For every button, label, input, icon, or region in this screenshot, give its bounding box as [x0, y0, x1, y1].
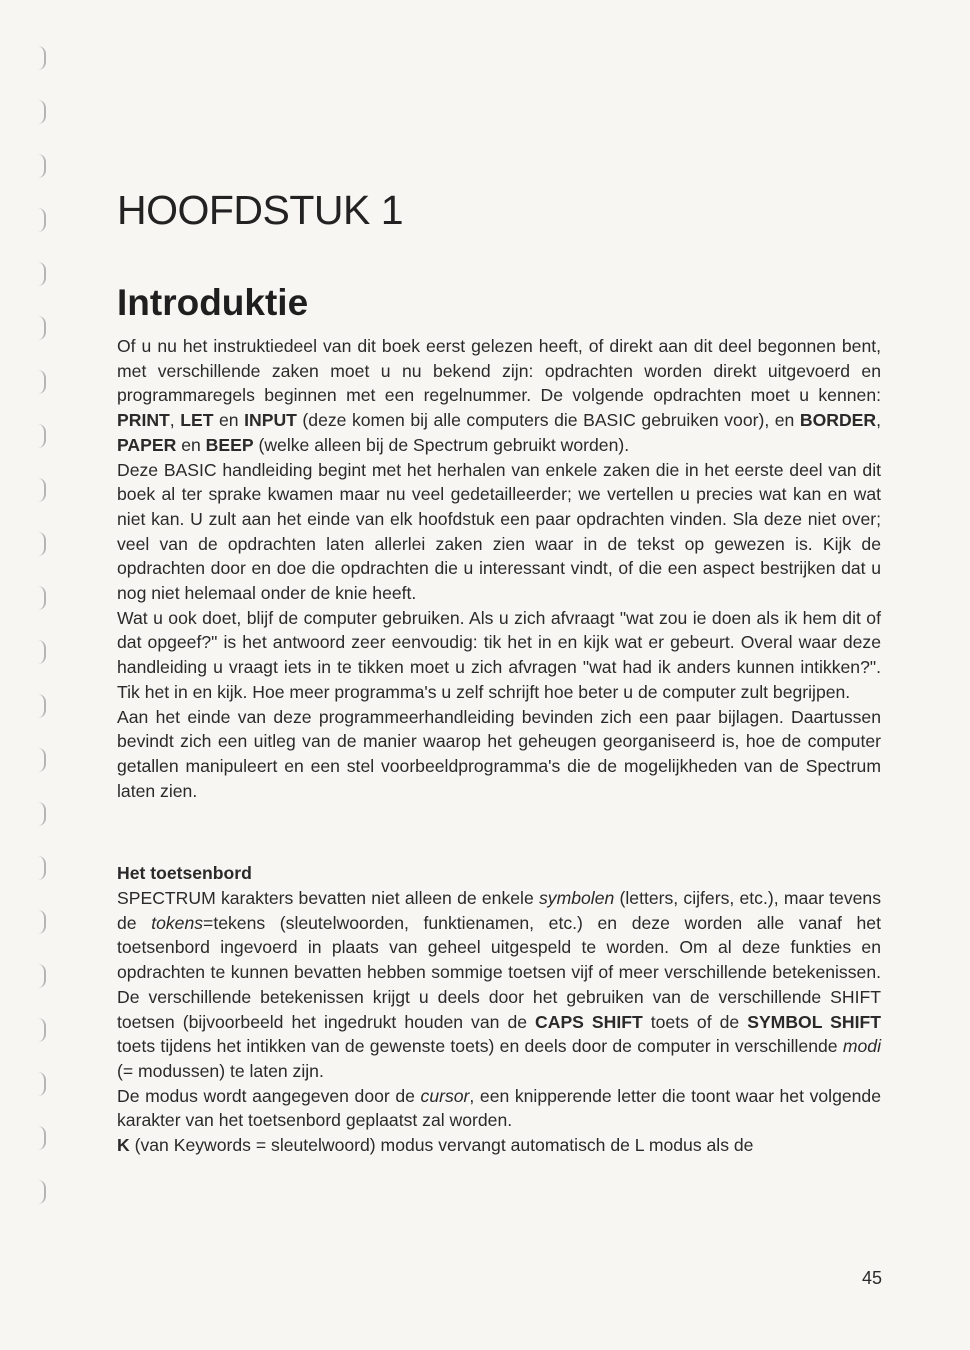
chapter-heading: HOOFDSTUK 1: [117, 187, 404, 233]
text-run: Of u nu het instruktiedeel van dit boek eerst gelezen heeft, of direkt aan dit deel begonnen bent, met verschillende zaken moet u nu bekend zijn: opdrachten worden direkt uitgevoerd en programmaregels beginnen met een regelnummer. De volgende opdrachten moet u kennen:: [117, 336, 881, 406]
text-run: Aan het einde van deze programmeerhandleiding bevinden zich een paar bijlagen. Daartussen bevindt zich een uitleg van de manier waarop het geheugen georganiseerd is, hoe de computer getallen manipuleert en een stel voorbeeldprogramma's die de mogelijkheden van de Spectrum laten zien.: [117, 706, 881, 801]
binding-hole: [36, 1180, 46, 1204]
section-paragraph: [117, 886, 881, 1084]
text-run: SPECTRUM karakters bevatten niet alleen de enkele: [117, 888, 539, 909]
italic-term: symbolen: [538, 888, 615, 909]
italic-term: cursor: [420, 1085, 470, 1106]
text-run: (letters, cijfers, etc.), maar tevens de: [117, 888, 881, 933]
binding-hole: [36, 478, 46, 502]
bold-keyword: PAPER: [117, 434, 177, 455]
bold-keyword: BEEP: [205, 434, 254, 455]
chapter-title: Introduktie: [117, 282, 309, 323]
bold-keyword: BORDER: [799, 410, 877, 431]
text-run: en: [176, 434, 206, 455]
italic-term: modi: [842, 1036, 881, 1057]
binding-hole: [36, 1018, 46, 1042]
intro-paragraph: [117, 334, 881, 458]
bold-keyword: LET: [180, 410, 214, 431]
binding-hole: [36, 262, 46, 286]
bold-keyword: CAPS SHIFT: [535, 1011, 643, 1032]
binding-hole: [36, 910, 46, 934]
binding-hole: [36, 208, 46, 232]
text-run: ,: [876, 410, 881, 431]
text-run: ,: [169, 410, 181, 431]
binding-hole: [36, 424, 46, 448]
binding-hole: [36, 100, 46, 124]
text-run: toets of de: [642, 1011, 748, 1032]
section-title: Het toetsenbord: [117, 863, 252, 884]
italic-term: tokens: [151, 912, 204, 933]
binding-hole: [36, 964, 46, 988]
intro-text: [117, 334, 881, 803]
section-paragraph: [117, 1133, 881, 1158]
binding-holes: [30, 40, 52, 1330]
section-text: [117, 886, 881, 1158]
intro-paragraph: [117, 705, 881, 804]
text-run: De modus wordt aangegeven door de: [117, 1085, 421, 1106]
page-content: [117, 180, 881, 1158]
bold-keyword: K: [117, 1135, 130, 1156]
text-run: Wat u ook doet, blijf de computer gebruiken. Als u zich afvraagt "wat zou ie doen als ik hem dit of dat opgeef?" is het antwoord zeer eenvoudig: tik het in en kijk wat er gebeurt. Overal waar deze handleiding u vraagt iets in te tikken moet u zich afvragen "wat had ik anders kunnen intikken?". Tik het in en kijk. Hoe meer programma's u zelf schrijft hoe beter u de computer zult begrijpen.: [117, 607, 881, 702]
text-run: =tekens (sleutelwoorden, funktienamen, etc.) en deze worden alle vanaf het toetsenbord ingevoerd in plaats van geheel uitgespeld te worden. Om al deze funkties en opdrachten te kunnen bevatten hebben sommige toetsen vijf of meer verschillende betekenissen. De verschillende betekenissen krijgt u deels door het gebruiken van de verschillende SHIFT toetsen (bijvoorbeeld het ingedrukt houden van de: [117, 912, 881, 1032]
section-paragraph: [117, 1084, 881, 1133]
text-run: , een knipperende letter die toont waar het volgende karakter van het toetsenbord geplaatst zal worden.: [117, 1085, 881, 1131]
text-run: (deze komen bij alle computers die BASIC gebruiken voor), en: [296, 410, 800, 431]
intro-paragraph: [117, 458, 881, 606]
binding-hole: [36, 694, 46, 718]
intro-paragraph: [117, 606, 881, 705]
binding-hole: [36, 532, 46, 556]
binding-hole: [36, 640, 46, 664]
binding-hole: [36, 856, 46, 880]
binding-hole: [36, 802, 46, 826]
text-run: (= modussen) te laten zijn.: [117, 1060, 324, 1081]
binding-hole: [36, 316, 46, 340]
binding-hole: [36, 748, 46, 772]
binding-hole: [36, 154, 46, 178]
binding-hole: [36, 1126, 46, 1150]
binding-hole: [36, 370, 46, 394]
text-run: (welke alleen bij de Spectrum gebruikt worden).: [253, 434, 630, 455]
bold-keyword: SYMBOL SHIFT: [747, 1011, 881, 1032]
binding-hole: [36, 586, 46, 610]
text-run: Deze BASIC handleiding begint met het herhalen van enkele zaken die in het eerste deel van dit boek al ter sprake kwamen maar nu veel gedetailleerder; we vertellen u precies wat kan en wat niet kan. U zult aan het einde van elk hoofdstuk een paar opdrachten vinden. Sla deze niet over; veel van de opdrachten laten allerlei zaken zien waar in de tekst op gewezen is. Kijk de opdrachten door en doe die opdrachten die u interessant vindt, of die een aspect bestrijken dat u nog niet helemaal onder de knie heeft.: [117, 459, 881, 604]
page-number: 45: [861, 1268, 882, 1288]
binding-hole: [36, 46, 46, 70]
bold-keyword: INPUT: [244, 410, 297, 431]
text-run: en: [213, 410, 245, 431]
text-run: toets tijdens het intikken van de gewenste toets) en deels door de computer in verschillende: [117, 1036, 843, 1057]
binding-hole: [36, 1072, 46, 1096]
bold-keyword: PRINT: [117, 410, 170, 431]
text-run: (van Keywords = sleutelwoord) modus vervangt automatisch de L modus als de: [129, 1135, 754, 1156]
